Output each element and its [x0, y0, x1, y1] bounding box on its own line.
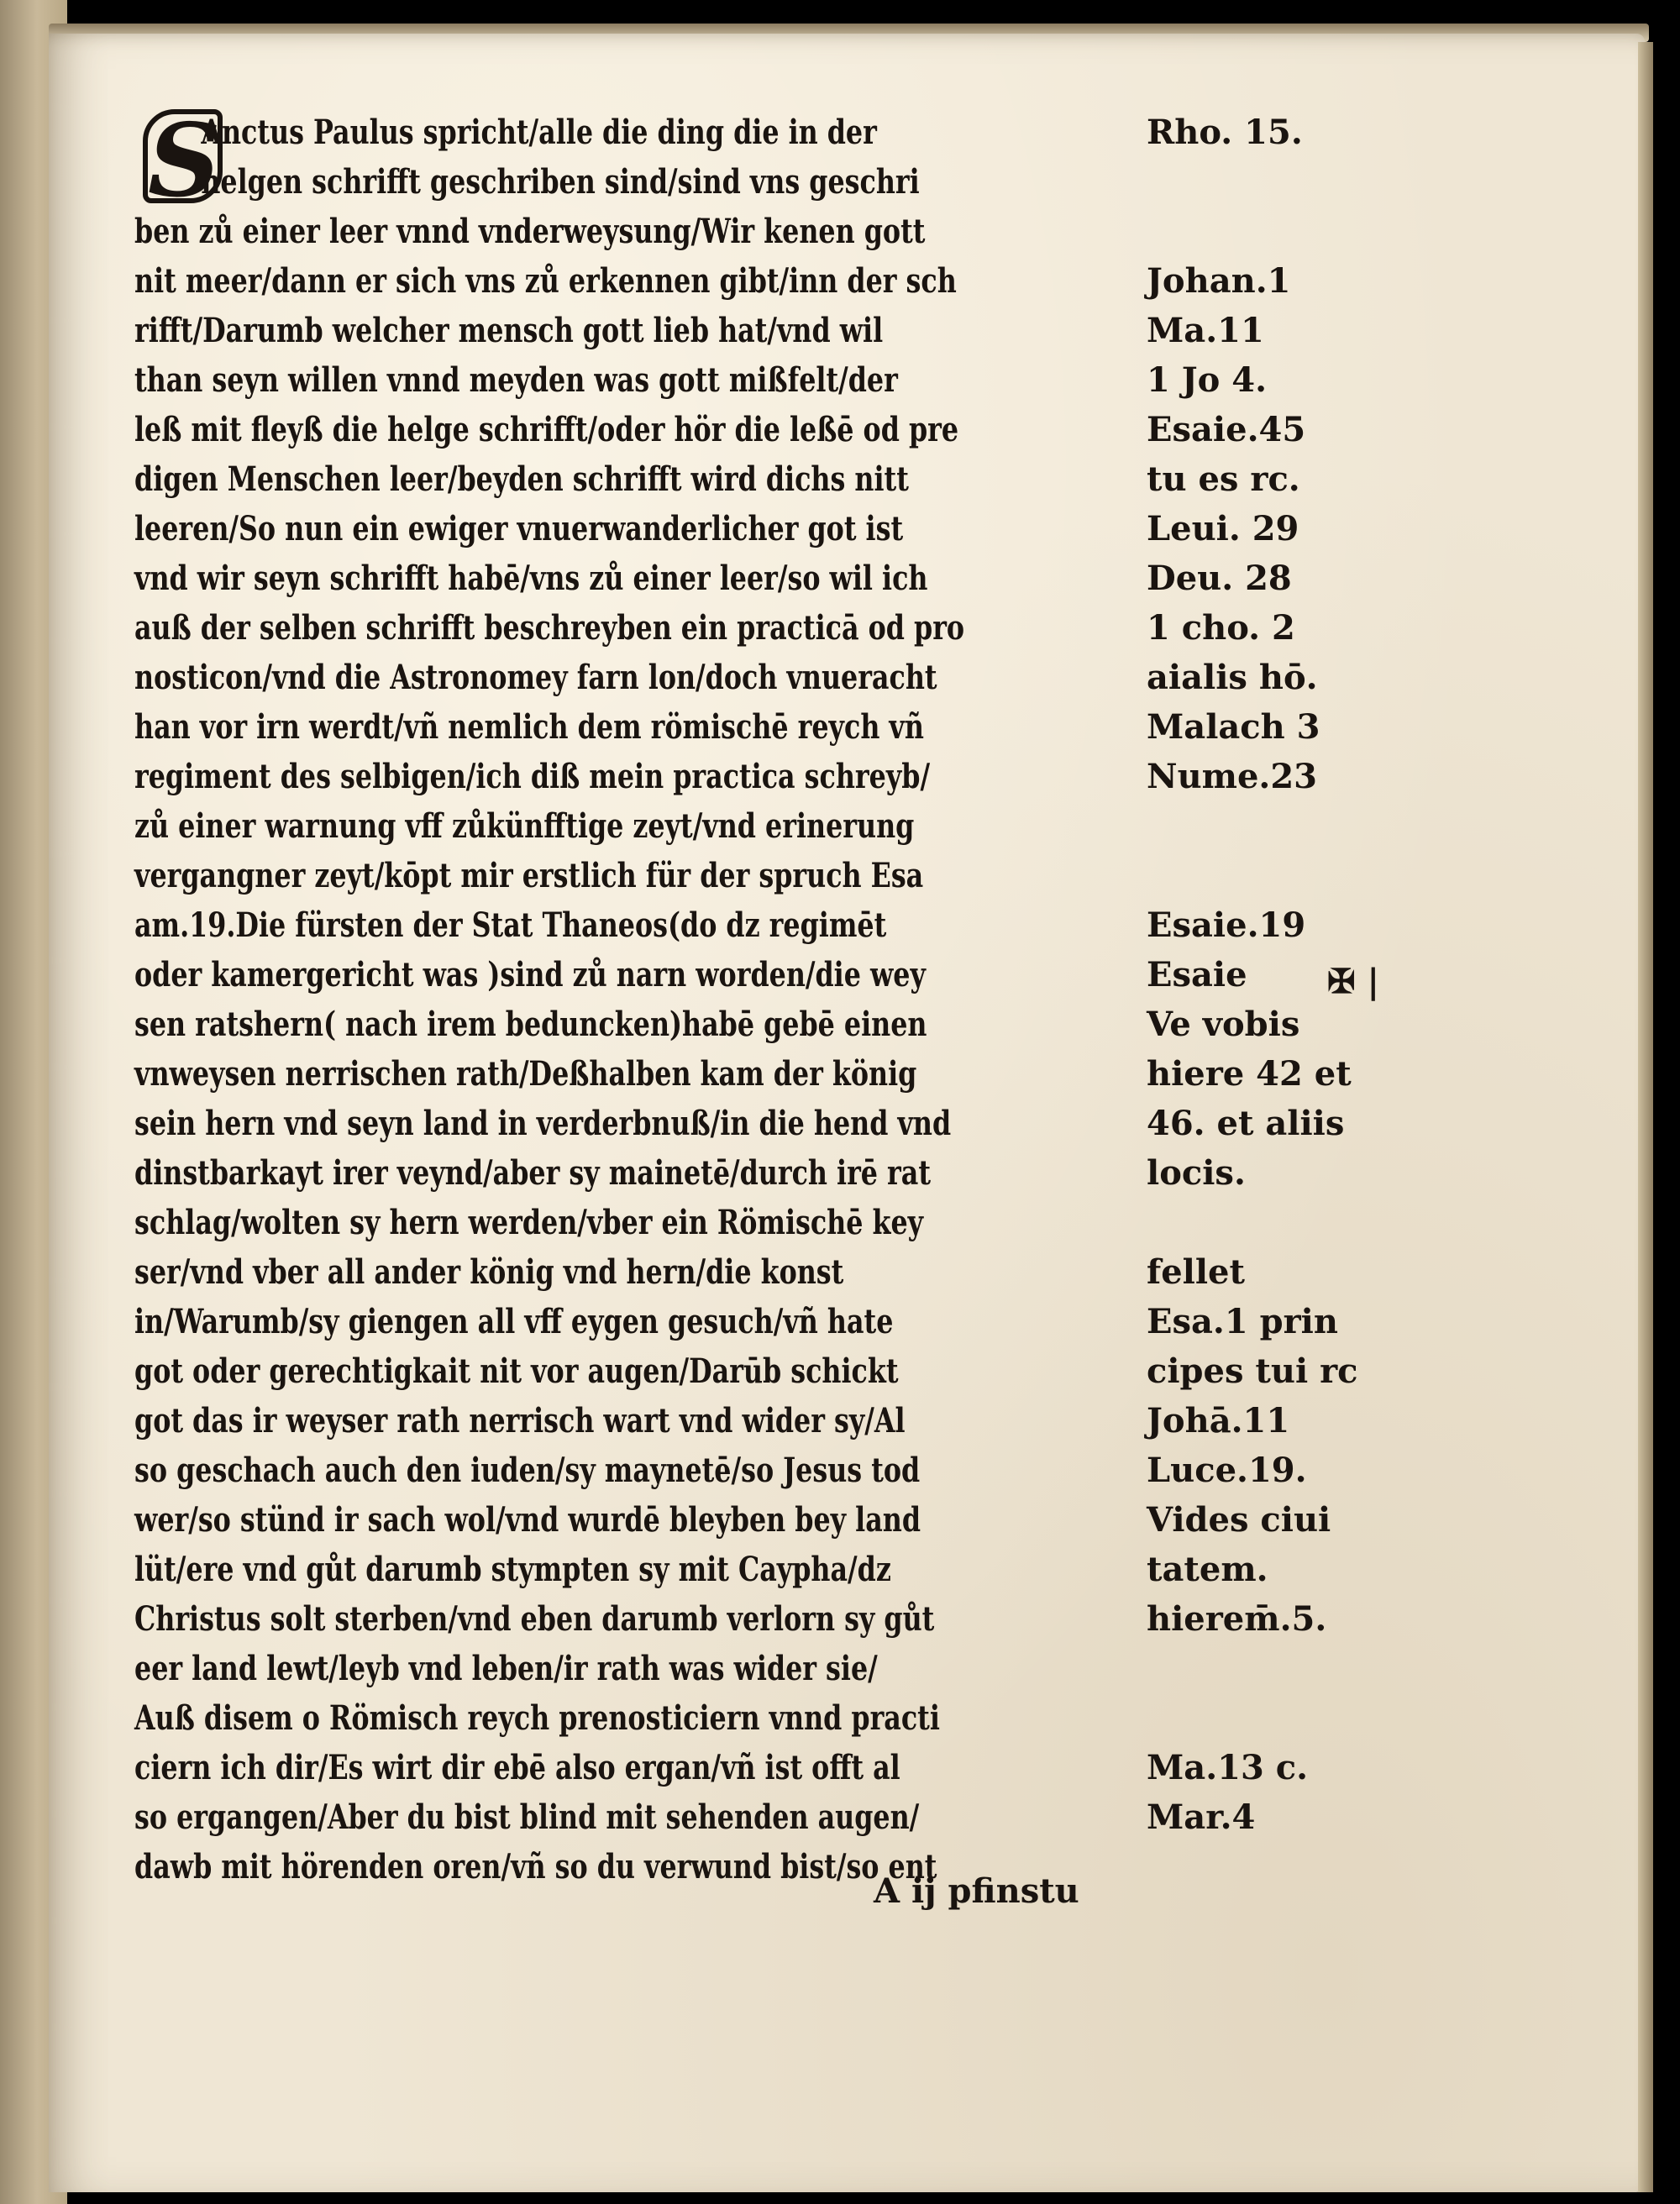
margin-note: Esa.1 prin: [1147, 1302, 1338, 1341]
text-line: oder kamergericht was )sind zů narn worden/die wey: [134, 955, 926, 994]
text-line: digen Menschen leer/beyden schrifft wird dichs nitt: [134, 459, 909, 499]
text-line: got oder gerechtigkait nit vor augen/Darūb schickt: [134, 1351, 899, 1391]
margin-note: Nume.23: [1147, 757, 1318, 796]
text-line: ser/vnd vber all ander könig vnd hern/die konst: [134, 1252, 844, 1292]
margin-note: 1 cho. 2: [1147, 608, 1295, 648]
text-line: schlag/wolten sy hern werden/vber ein Römischē key: [134, 1203, 924, 1242]
margin-note: aialis hō.: [1147, 658, 1318, 697]
text-line: dawb mit hörenden oren/vñ so du verwund bist/so ent: [134, 1847, 937, 1887]
margin-note: hiere 42 et: [1147, 1054, 1352, 1094]
text-line: dinstbarkayt irer veynd/aber sy mainetē/durch irē rat: [134, 1153, 931, 1193]
text-line: helgen schrifft geschriben sind/sind vns geschri: [201, 162, 920, 202]
text-line: in/Warumb/sy giengen all vff eygen gesuch/vñ hate: [134, 1302, 894, 1341]
margin-note: Ma.13 c.: [1147, 1748, 1308, 1787]
margin-note: Johā.11: [1147, 1401, 1290, 1440]
margin-note: Luce.19.: [1147, 1451, 1307, 1490]
margin-note: hierem̄.5.: [1147, 1599, 1327, 1639]
text-line: leß mit fleyß die helge schrifft/oder hör die leßē od pre: [134, 410, 959, 449]
text-line: so ergangen/Aber du bist blind mit sehenden augen/: [134, 1797, 920, 1837]
text-line: Auß disem o Römisch reych prenosticiern vnnd practi: [134, 1698, 940, 1738]
text-line: ben zů einer leer vnnd vnderweysung/Wir kenen gott: [134, 212, 926, 251]
margin-note: cipes tui rc: [1147, 1351, 1358, 1391]
margin-note: Malach 3: [1147, 707, 1320, 747]
margin-note: Esaie.45: [1147, 410, 1306, 449]
text-line: got das ir weyser rath nerrisch wart vnd wider sy/Al: [134, 1401, 906, 1440]
margin-note: 1 Jo 4.: [1147, 360, 1268, 400]
text-line: than seyn willen vnnd meyden was gott mißfelt/der: [134, 360, 898, 400]
page-right-edge: [1638, 42, 1653, 2192]
text-line: eer land lewt/leyb vnd leben/ir rath was wider sie/: [134, 1649, 878, 1688]
text-line: han vor irn werdt/vñ nemlich dem römischē reych vñ: [134, 707, 924, 747]
margin-note: 46. et aliis: [1147, 1104, 1345, 1143]
signature-and-catchword: A ij pfinstu: [874, 1871, 1079, 1911]
margin-note: Esaie.19: [1147, 905, 1306, 945]
text-line: ciern ich dir/Es wirt dir ebē also ergan/vñ ist offt al: [134, 1748, 900, 1787]
text-line: leeren/So nun ein ewiger vnuerwanderlicher got ist: [134, 509, 904, 548]
text-line: rifft/Darumb welcher mensch gott lieb hat/vnd wil: [134, 311, 884, 350]
text-line: vnd wir seyn schrifft habē/vns zů einer leer/so wil ich: [134, 559, 928, 598]
text-line: sen ratshern( nach irem beduncken)habē gebē einen: [134, 1005, 927, 1044]
margin-note: Esaie: [1147, 955, 1247, 994]
text-line: Anctus Paulus spricht/alle die ding die in der: [201, 113, 877, 152]
margin-note: Leui. 29: [1147, 509, 1299, 548]
text-line: nit meer/dann er sich vns zů erkennen gibt/inn der sch: [134, 261, 957, 301]
margin-note: Rho. 15.: [1147, 113, 1303, 152]
text-line: lüt/ere vnd gůt darumb stympten sy mit Caypha/dz: [134, 1550, 891, 1589]
margin-note: Mar.4: [1147, 1797, 1256, 1837]
text-line: vergangner zeyt/kōpt mir erstlich für der spruch Esa: [134, 856, 924, 895]
text-line: nosticon/vnd die Astronomey farn lon/doch vnueracht: [134, 658, 937, 697]
margin-note: tatem.: [1147, 1550, 1268, 1589]
text-line: zů einer warnung vff zůkünfftige zeyt/vnd erinerung: [134, 806, 915, 846]
text-line: wer/so stünd ir sach wol/vnd wurdē bleyben bey land: [134, 1500, 921, 1540]
margin-note: Vides ciui: [1147, 1500, 1331, 1540]
text-line: auß der selben schrifft beschreyben ein practicā od pro: [134, 608, 965, 648]
text-line: so geschach auch den iuden/sy maynetē/so Jesus tod: [134, 1451, 921, 1490]
text-line: Christus solt sterben/vnd eben darumb verlorn sy gůt: [134, 1599, 935, 1639]
margin-mark: ✠ |: [1327, 962, 1379, 1001]
margin-note: locis.: [1147, 1153, 1246, 1193]
text-line: am.19.Die fürsten der Stat Thaneos(do dz regimēt: [134, 905, 887, 945]
decorated-initial-letter: S: [143, 109, 223, 203]
margin-note: tu es rc.: [1147, 459, 1300, 499]
margin-note: Johan.1: [1147, 261, 1291, 301]
margin-note: fellet: [1147, 1252, 1245, 1292]
margin-note: Ve vobis: [1147, 1005, 1300, 1044]
text-line: regiment des selbigen/ich diß mein practica schreyb/: [134, 757, 931, 796]
text-line: sein hern vnd seyn land in verderbnuß/in die hend vnd: [134, 1104, 952, 1143]
text-line: vnweysen nerrischen rath/Deßhalben kam der könig: [134, 1054, 917, 1094]
margin-note: Ma.11: [1147, 311, 1264, 350]
margin-note: Deu. 28: [1147, 559, 1292, 598]
